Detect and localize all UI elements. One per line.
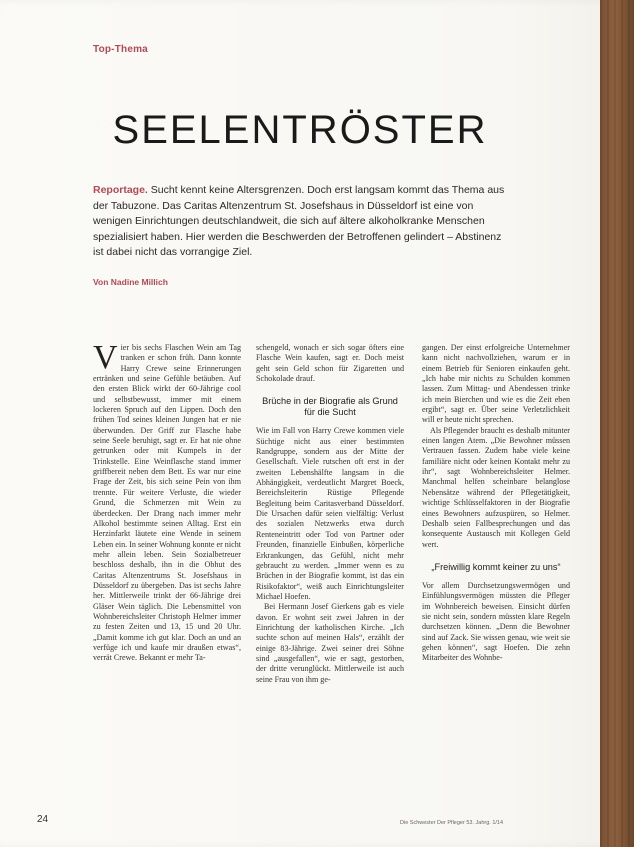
paragraph: ier bis sechs Flaschen Wein am Tag tranken er schon früh. Dann konnte Harry Crewe seine Erinnerungen ertränken und seine Gefühle betäuben. Auf den ersten Blick wirkt der 60-Jährige cool und selbstbewusst, immer mit einem lockeren Spruch auf den Lippen. Doch den frühen Tod seines kleinen Jungen hat er nie überwunden. Der Griff zur Flasche habe seine Seele beruhigt, sagt er. Er hat nie ohne getrunken oder mit Kumpels in der Trinkstelle. Eine Weinflasche stand immer griffbereit neben dem Bett. Es war nur eine Frage der Zeit, bis sich seine Pein von ihm trennte. Für weitere Verluste, die wieder Grund, die Schmerzen mit Wein zu überdecken. Der Drang nach immer mehr Alkohol bestimmte seinen Alltag. Erst ein Herzinfarkt läutete eine Wende in seinem Leben ein. In seiner Wohnung konnte er nicht mehr allein leben. Sein Sozialbetreuer beschloss deshalb, ihn in die Obhut des Caritas Altenzentrums St. Josefshaus in Düsseldorf zu übergeben. Das ist sechs Jahre her. Mittlerweile trinkt der 66-Jährige drei Gläser Wein täglich. Die Lebensmittel von Wohnbereichsleiter Christoph Helmer immer zu festen Zeiten und 13, 15 und 20 Uhr. „Damit komme ich gut klar. Doch an und an verfüge ich und kaufe mir draußen etwas“, verrät Crewe. Bekannt er mehr Ta- <box>93 343 241 663</box>
subheading: Brüche in der Biografie als Grund für die Sucht <box>262 396 398 418</box>
text-column-3 <box>422 343 570 664</box>
lead-kicker: Reportage. <box>93 184 148 196</box>
author-byline: Von Nadine Millich <box>93 277 168 287</box>
paragraph: Bei Hermann Josef Gierkens gab es viele davon. Er wohnt seit zwei Jahren in der Einrichtung der katholischen Kirche. „Ich suchte schon auf meinen Hals“, erzählt der einige 83-Jährige. Zwei seiner drei Söhne sind „ausgefallen“, wie er sagt, gestorben, der dritte verunglückt. Mittlerweile ist auch seine Frau von ihm ge- <box>256 602 404 684</box>
article-lead <box>93 183 513 261</box>
paragraph: Als Pflegender braucht es deshalb mitunter einen langen Atem. „Die Bewohner müssen Vertrauen fassen. Zudem habe viele keine familiäre nicht oder keinen Kontakt mehr zu ihr“, sagt Wohnbereichsleiter Helmer. Manchmal helfen scheinbare belanglose Nebensätze während der Pflegetätigkeit, wichtige Schlüsselfaktoren in der Biografie eines Bewohners aufzuspüren, so Helmer. Deshalb seien Fallbesprechungen und das konsequente Austausch mit Kollegen Geld wert. <box>422 425 570 549</box>
drop-cap: V <box>93 339 118 376</box>
page-footer: Die Schwester Der Pfleger 53. Jahrg. 1/14 <box>400 820 504 826</box>
text-column-2 <box>256 343 404 685</box>
paragraph: schengeld, wonach er sich sogar öfters eine Flasche Wein kaufen, sagt er. Doch meist geht sein Geld schon für Zigaretten und Schokolade drauf. <box>256 343 404 384</box>
subheading: „Freiwillig kommt keiner zu uns“ <box>431 561 561 572</box>
paragraph: Vor allem Durchsetzungswermögen und Einfühlungsvermögen müssten die Pfleger im Wohnbereich beweisen. Einsicht dürfen sie nicht sein, sondern müssten klare Regeln durchsetzen können. „Denn die Bewohner sind auf Zack. Sie wissen genau, wie weit sie gehen können“, sagt Hoefen. Die zehn Mitarbeiter des Wohnbe- <box>422 580 570 663</box>
lead-text: Sucht kennt keine Altersgrenzen. Doch erst langsam kommt das Thema aus der Tabuzone. Das Caritas Altenzentrum St. Josefshaus in Düsseldorf ist eine von wenigen Einrichtungen deutschlandweit, die sich auf ältere alkoholkranke Menschen spezialisiert haben. Hier werden die Beschwerden der Betroffenen gelindert – Abstinenz ist dabei nicht das vorrangige Ziel. <box>93 184 505 258</box>
text-column-1 <box>93 339 241 664</box>
paragraph: Wie im Fall von Harry Crewe kommen viele Süchtige nicht aus einer bestimmten Randgruppe, sondern aus der Mitte der Gesellschaft. Viele rutschen oft erst in der zweiten Lebenshälfte langsam in die Abhängigkeit, verdeutlicht Margret Boeck, Bereichsleiterin Rüstige Pflegende Begleitung beim Caritasverband Düsseldorf. Die Ursachen dafür seien vielfältig: Verlust des sozialen Netzwerks etwa durch Renteneintritt oder Tod von Partner oder Freunden, finanzielle Einbußen, körperliche Erkrankungen, das Gefühl, nicht mehr gebraucht zu werden. „Immer wenn es zu Brüchen in der Biografie kommt, ist das ein Risikofaktor“, weiß auch Einrichtungsleiter Michael Hoefen. <box>256 426 404 601</box>
wood-background <box>600 0 634 847</box>
article-title: SEELENTRÖSTER <box>112 108 488 152</box>
paragraph: gangen. Der einst erfolgreiche Unternehmer kann nicht nachvollziehen, warum er in einem Betrieb für Senioren einkaufen geht. „Ich habe mir nichts zu Schulden kommen lassen. Zum Mittag- und Abendessen trinke ich mein Bierchen und wie es die Zeit eben ergibt“, sagt er. Über seine Verletzlichkeit will er heute nicht sprechen. <box>422 343 570 425</box>
page-number: 24 <box>37 814 49 825</box>
section-rubric: Top-Thema <box>93 44 148 55</box>
